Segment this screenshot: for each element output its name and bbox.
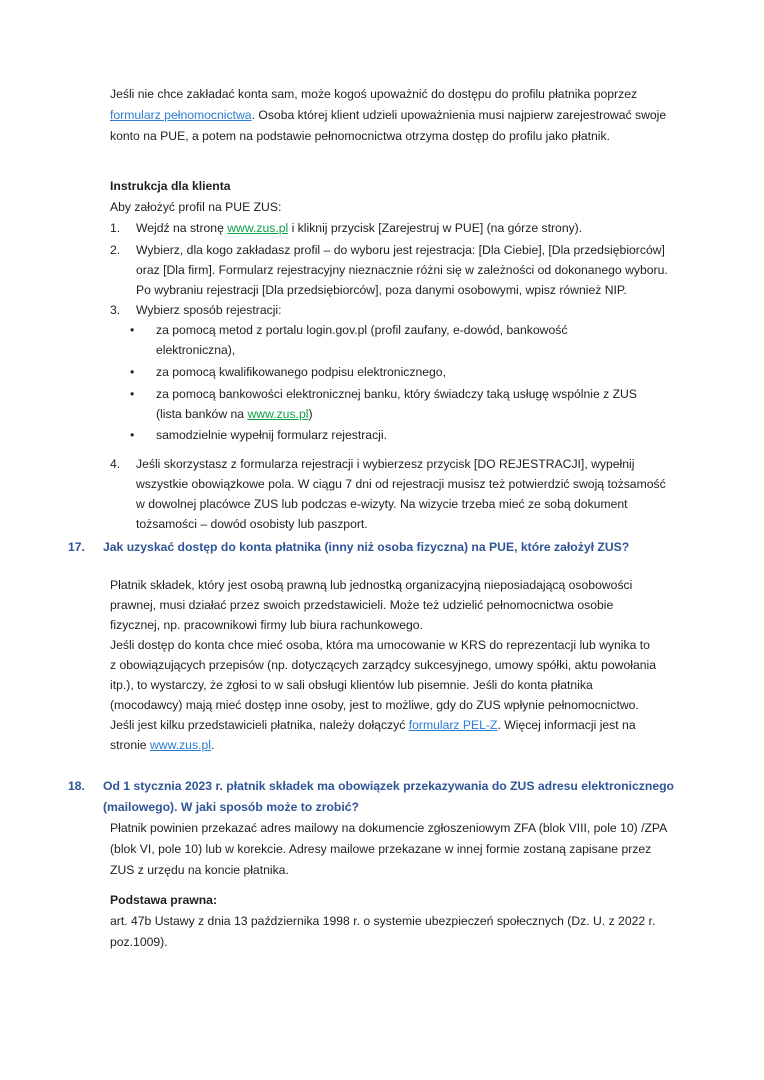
instructions-subtitle: Aby założyć profil na PUE ZUS:: [110, 200, 282, 214]
q17-paragraph-2: [110, 635, 658, 755]
zus-website-link-2[interactable]: www.zus.pl: [247, 407, 309, 421]
item-text: Wybierz sposób rejestracji:: [136, 303, 282, 317]
bullet-item-4: [130, 425, 693, 445]
intro-text-post: . Osoba której klient udzieli upoważnienia musi najpierw zarejestrować swoje konto na PUE, a potem na podstawie pełnomocnictwa otrzyma dostęp do profilu jako płatnik.: [110, 108, 667, 143]
bullet-item-1: [130, 320, 693, 360]
question-18-body: Płatnik powinien przekazać adres mailowy na dokumencie zgłoszeniowym ZFA (blok VIII, pole 10) /ZPA (blok VI, pole 10) lub w korekcie. Adresy mailowe przekazane w innej formie zostaną zapisane przez ZUS z urzędu na koncie płatnika.: [110, 821, 667, 877]
bullet-icon: [130, 362, 156, 382]
q17-paragraph-1: Płatnik składek, który jest osobą prawną lub jednostką organizacyjną nieposiadającą osobowości prawnej, musi działać przez swoich przedstawicieli. Może też udzielić pełnomocnictwa osobie fizycznej, np. pracownikowi firmy lub biura rachunkowego.: [110, 578, 633, 632]
question-title: Jak uzyskać dostęp do konta płatnika (inny niż osoba fizyczna) na PUE, które założył ZUS?: [103, 540, 630, 554]
pel-z-form-link[interactable]: formularz PEL-Z: [408, 718, 498, 732]
item-number: 1.: [110, 221, 121, 235]
bullet-text: za pomocą kwalifikowanego podpisu elektronicznego,: [156, 365, 446, 379]
intro-text-pre: Jeśli nie chce zakładać konta sam, może kogoś upoważnić do dostępu do profilu płatnika poprzez: [110, 87, 638, 101]
question-17-heading: [68, 537, 693, 558]
question-17-body: [110, 575, 658, 755]
item-number: 4.: [110, 457, 121, 471]
item-number: 3.: [110, 303, 121, 317]
item-text: [136, 218, 676, 238]
question-number: 17.: [68, 540, 85, 554]
bullet-text: [156, 384, 648, 424]
item1-text-pre: Wejdź na stronę: [136, 221, 228, 235]
legal-basis-text: art. 47b Ustawy z dnia 13 października 1998 r. o systemie ubezpieczeń społecznych (Dz. U. z 2022 r. poz.1009).: [110, 914, 656, 949]
bullet-icon: [130, 425, 156, 445]
item-text: Jeśli skorzystasz z formularza rejestracji i wybierzesz przycisk [DO REJESTRACJI], wypełnij wszystkie obowiązkowe pola. W ciągu 7 dni od rejestracji musisz też potwierdzić swoją tożsamość w dowolnej placówce ZUS lub podczas e-wizyty. Na wizycie trzeba mieć ze sobą dokument tożsamości – dowód osobisty lub paszport.: [136, 457, 666, 531]
bullet-icon: [130, 320, 156, 360]
item1-text-post: i kliknij przycisk [Zarejestruj w PUE] (na górze strony).: [288, 221, 583, 235]
numbered-item-2: [110, 240, 693, 300]
bullet-text: samodzielnie wypełnij formularz rejestracji.: [156, 428, 387, 442]
bullet-item-2: [130, 362, 693, 382]
question-title: Od 1 stycznia 2023 r. płatnik składek ma obowiązek przekazywania do ZUS adresu elektronicznego (mailowego). W jaki sposób może to zrobić?: [103, 779, 674, 814]
q17-p2-post: .: [210, 738, 215, 752]
numbered-item-3: [110, 300, 693, 320]
page-content: [68, 84, 693, 953]
power-of-attorney-form-link[interactable]: formularz pełnomocnictwa: [110, 108, 252, 122]
q17-p2-mid: . Więcej informacji jest na stronie: [110, 718, 636, 752]
question-18-heading: [68, 776, 693, 818]
legal-basis-title: Podstawa prawna:: [110, 893, 218, 907]
instructions-title: Instrukcja dla klienta: [110, 179, 231, 193]
intro-paragraph: [110, 84, 670, 147]
item-number: 2.: [110, 243, 121, 257]
item-text: Wybierz, dla kogo zakładasz profil – do wyboru jest rejestracja: [Dla Ciebie], [Dla przedsiębiorców] oraz [Dla firm]. Formularz rejestracyjny nieznacznie różni się w zależności od dokonanego wyboru. Po wybraniu rejestracji [Dla przedsiębiorców], poza danymi osobowymi, wpisz również NIP.: [136, 243, 668, 297]
bullet3-text-pre: za pomocą bankowości elektronicznej banku, który świadczy taką usługę wspólnie z ZUS (lista banków na: [156, 387, 637, 421]
zus-website-link-1[interactable]: www.zus.pl: [227, 221, 289, 235]
numbered-item-1: [110, 218, 693, 238]
q17-p2-pre: Jeśli dostęp do konta chce mieć osoba, która ma umocowanie w KRS do reprezentacji lub wynika to z obowiązujących przepisów (np. dotyczących zarządcy sukcesyjnego, umowy spółki, aktu powołania itp.), to wystarczy, że zgłosi to w sali obsługi klientów lub pisemnie. Jeśli do konta płatnika (mocodawcy) mają mieć dostęp inne osoby, jest to możliwe, gdy do ZUS wpłynie pełnomocnictwo. Jeśli jest kilku przedstawicieli płatnika, należy dołączyć: [110, 638, 656, 732]
question-number: 18.: [68, 779, 85, 793]
zus-website-link-3[interactable]: www.zus.pl: [149, 738, 211, 752]
bullet3-text-post: ): [308, 407, 313, 421]
bullet-item-3: [130, 384, 693, 424]
bullet-icon: [130, 384, 156, 424]
bullet-text: za pomocą metod z portalu login.gov.pl (profil zaufany, e-dowód, bankowość elektroniczna),: [156, 323, 568, 357]
numbered-item-4: [110, 454, 693, 534]
